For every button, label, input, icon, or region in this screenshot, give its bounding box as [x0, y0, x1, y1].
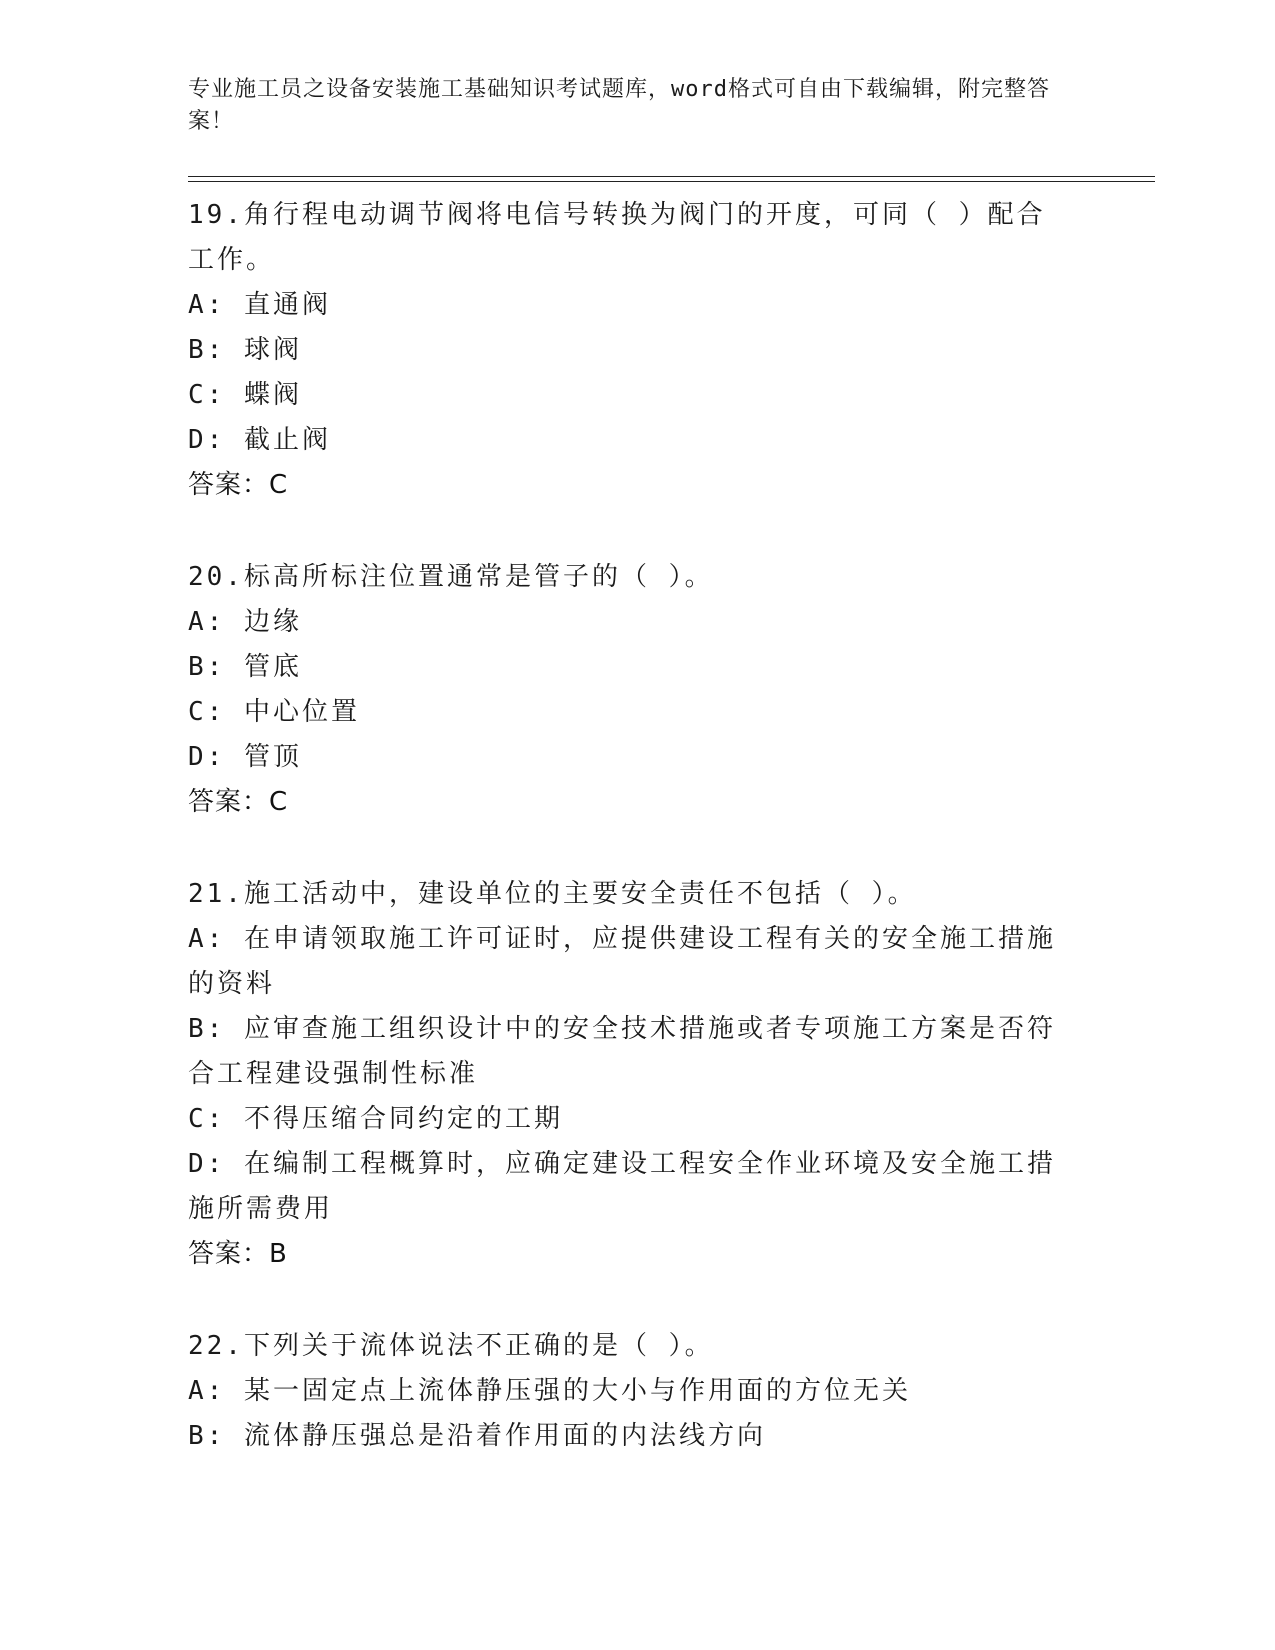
question-stem: 20.标高所标注位置通常是管子的（ ）。: [188, 562, 714, 592]
option-a: A: 某一固定点上流体静压强的大小与作用面的方位无关: [188, 1376, 911, 1406]
question-22: [188, 1324, 1068, 1459]
header-divider-top: [188, 176, 1155, 177]
answer-line: 答案：C: [188, 787, 289, 817]
question-list: [188, 193, 1068, 1506]
option-d: D: 截止阀: [188, 425, 331, 455]
question-21: [188, 872, 1068, 1277]
question-stem: 22.下列关于流体说法不正确的是（ ）。: [188, 1331, 714, 1361]
option-c: C: 不得压缩合同约定的工期: [188, 1104, 563, 1134]
option-b: B: 球阀: [188, 335, 302, 365]
answer-line: 答案：B: [188, 1239, 288, 1269]
option-b: B: 应审查施工组织设计中的安全技术措施或者专项施工方案是否符合工程建设强制性标准: [188, 1014, 1056, 1089]
question-20: [188, 555, 1068, 825]
document-header: 专业施工员之设备安装施工基础知识考试题库，word格式可自由下载编辑，附完整答案！: [188, 77, 1050, 134]
question-stem: 21.施工活动中，建设单位的主要安全责任不包括（ ）。: [188, 879, 917, 909]
option-a: A: 在申请领取施工许可证时，应提供建设工程有关的安全施工措施的资料: [188, 924, 1056, 999]
option-a: A: 边缘: [188, 607, 302, 637]
question-19: [188, 193, 1068, 508]
answer-line: 答案：C: [188, 470, 289, 500]
header-divider-bottom: [188, 181, 1155, 182]
option-c: C: 蝶阀: [188, 380, 302, 410]
option-c: C: 中心位置: [188, 697, 360, 727]
option-d: D: 管顶: [188, 742, 302, 772]
option-b: B: 流体静压强总是沿着作用面的内法线方向: [188, 1421, 766, 1451]
option-a: A: 直通阀: [188, 290, 331, 320]
option-d: D: 在编制工程概算时，应确定建设工程安全作业环境及安全施工措施所需费用: [188, 1149, 1056, 1224]
option-b: B: 管底: [188, 652, 302, 682]
question-stem: 19.角行程电动调节阀将电信号转换为阀门的开度，可同（ ）配合工作。: [188, 200, 1046, 275]
